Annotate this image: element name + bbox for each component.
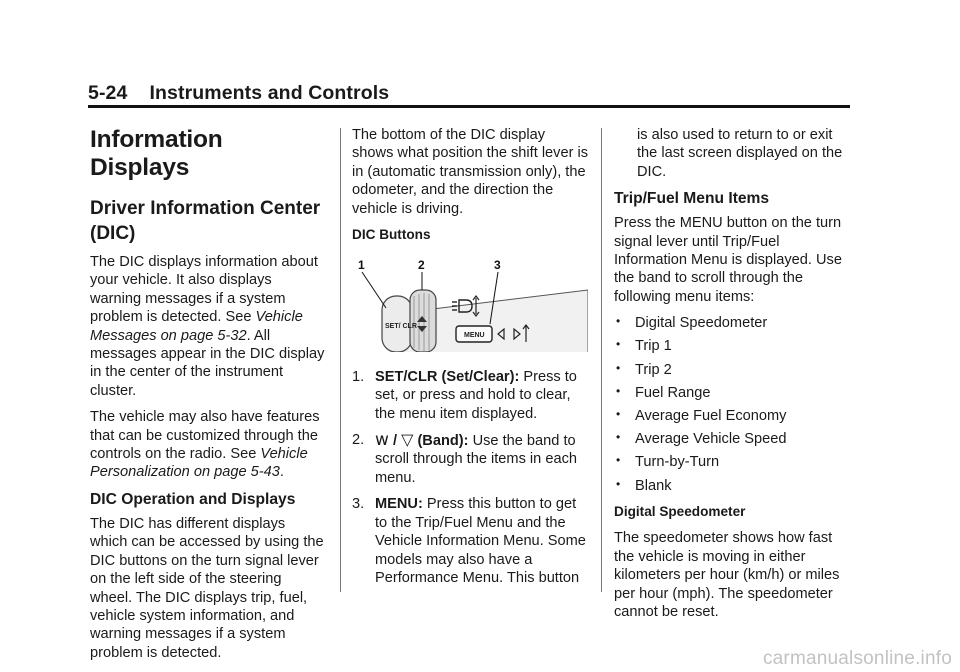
- item-term: MENU:: [375, 496, 423, 513]
- heading-trip-fuel: Trip/Fuel Menu Items: [614, 190, 770, 208]
- running-head: [88, 82, 850, 105]
- item-text: Press this button to get to the Trip/Fuel Menu and the Vehicle Information Menu. Some models may also have a Performance Menu. This button: [375, 496, 586, 586]
- item-number: 2.: [352, 432, 365, 449]
- dic-bottom-paragraph: The bottom of the DIC display shows what position the shift lever is in (automatic transmission only), the odometer, and the direction the vehicle is driving.: [352, 127, 589, 217]
- item-text: Digital Speedometer: [635, 315, 768, 332]
- item-text: Fuel Range: [635, 384, 711, 401]
- item-text: Average Fuel Economy: [635, 408, 787, 425]
- bullet-icon: •: [616, 407, 621, 422]
- item-number: 1.: [352, 368, 365, 385]
- text-span: .: [279, 464, 284, 481]
- list-item: [614, 453, 850, 471]
- item-text: Turn-by-Turn: [635, 454, 720, 471]
- list-item: [614, 384, 850, 402]
- personalization-paragraph: [90, 408, 326, 482]
- bullet-icon: •: [616, 453, 621, 468]
- page-number: 5-24: [88, 82, 128, 104]
- bullet-icon: •: [616, 314, 621, 329]
- bullet-icon: •: [616, 476, 621, 491]
- item-text: Use the band to scroll through the items in each menu.: [375, 433, 577, 486]
- dic-buttons-figure: [352, 256, 588, 352]
- dic-operation-paragraph: The DIC has different displays which can be accessed by using the DIC buttons on the turn signal lever on the left side of the steering wheel. The DIC displays trip, fuel, vehicle system information, and warning messages if a system problem is detected.: [90, 515, 324, 661]
- column-divider-1: [340, 128, 341, 592]
- menu-item-continued: is also used to return to or exit the last screen displayed on the DIC.: [637, 127, 843, 180]
- column-1: [90, 126, 326, 670]
- list-item: [614, 430, 850, 448]
- digital-speedometer-heading: Digital Speedometer: [614, 504, 746, 520]
- text-span: The vehicle may also have features that can be customized through the controls on the radio. See: [90, 409, 320, 463]
- list-item: [614, 314, 850, 332]
- text-span: . All messages appear in the DIC display in the center of the instrument cluster.: [90, 327, 325, 399]
- callout-1: 1: [358, 258, 365, 273]
- list-item-set-clr: [352, 368, 590, 423]
- trip-fuel-intro: Press the MENU button on the turn signal lever until Trip/Fuel Information Menu is displayed. Use the band to scroll through the following menu items:: [614, 215, 842, 305]
- list-item: [614, 407, 850, 425]
- band-up-symbol-icon: w: [375, 430, 389, 451]
- page-header: [88, 82, 850, 105]
- callout-2: 2: [418, 258, 425, 273]
- list-item: [614, 477, 850, 495]
- bullet-icon: •: [616, 337, 621, 352]
- item-text: Trip 1: [635, 338, 672, 355]
- trip-fuel-menu-list: [614, 314, 850, 495]
- dic-buttons-list: [352, 368, 590, 587]
- item-text: Press to set, or press and hold to clear, the menu item displayed.: [375, 368, 577, 422]
- section-heading-dic: Driver Information Center (DIC): [90, 198, 321, 244]
- item-text: Trip 2: [635, 361, 672, 378]
- bullet-icon: •: [616, 383, 621, 398]
- item-number: 3.: [352, 496, 365, 513]
- header-rule: [88, 105, 850, 108]
- heading-dic-operation: DIC Operation and Displays: [90, 490, 296, 508]
- bullet-icon: •: [616, 430, 621, 445]
- dic-buttons-label: DIC Buttons: [352, 227, 431, 243]
- speedometer-paragraph: The speedometer shows how fast the vehicle is moving in either kilometers per hour (km/h) or miles per hour (mph). The speedometer cannot be reset.: [614, 530, 840, 621]
- column-3: [614, 126, 850, 630]
- column-divider-2: [601, 128, 602, 592]
- slash: /: [388, 433, 402, 450]
- item-term: (Band):: [413, 433, 469, 450]
- menu-label: MENU: [464, 332, 485, 340]
- band-down-symbol-icon: ▽: [401, 430, 414, 450]
- text-span: The DIC displays information about your vehicle. It also displays warning messages if a system problem is detected. See: [90, 254, 318, 326]
- watermark: carmanualsonline.info: [762, 648, 952, 669]
- dic-intro-paragraph: [90, 253, 326, 400]
- link-vehicle-personalization[interactable]: Vehicle Personalization on page 5-43: [90, 446, 308, 481]
- column-2: [352, 126, 590, 595]
- list-item-menu: [352, 495, 590, 587]
- set-clr-label: SET/ CLR: [385, 323, 417, 331]
- link-vehicle-messages[interactable]: Vehicle Messages on page 5-32: [90, 309, 303, 344]
- item-text: Blank: [635, 477, 672, 494]
- page-title: Information Displays: [90, 126, 223, 181]
- callout-line-1: [362, 272, 386, 308]
- list-item: [614, 361, 850, 379]
- list-item-band: [352, 431, 590, 487]
- chapter-title: Instruments and Controls: [149, 82, 390, 104]
- item-text: Average Vehicle Speed: [635, 431, 787, 448]
- bullet-icon: •: [616, 360, 621, 375]
- list-item: [614, 337, 850, 355]
- item-term: SET/CLR (Set/Clear):: [375, 368, 520, 385]
- callout-3: 3: [494, 258, 501, 273]
